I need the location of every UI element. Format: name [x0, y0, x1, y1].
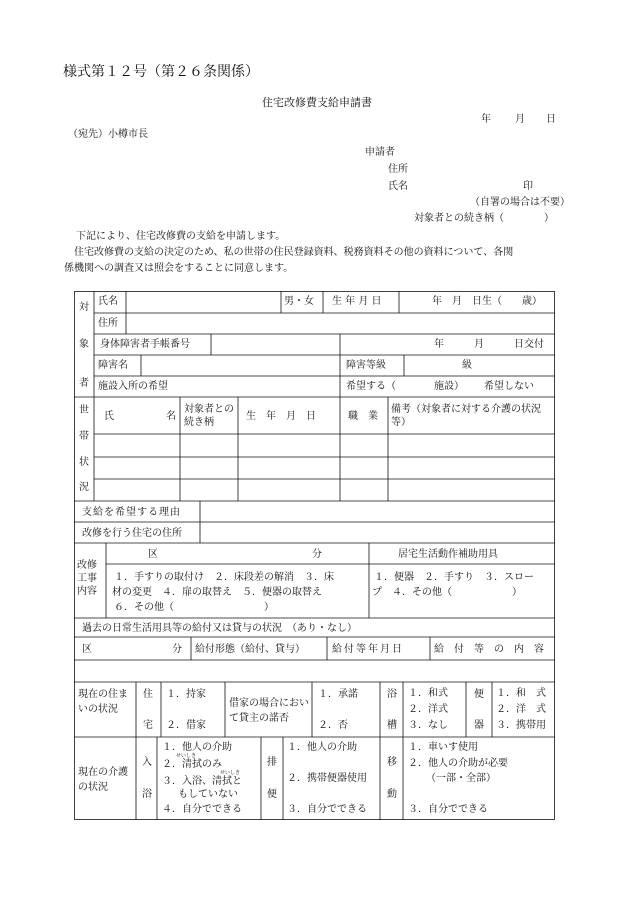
- relation-field[interactable]: 対象者との続き柄（ ）: [414, 213, 554, 224]
- target-char-2: 象: [79, 339, 89, 350]
- birth-label: 生 年 月 日: [332, 296, 382, 307]
- moving-opt-2b[interactable]: （一部・全部）: [426, 773, 496, 784]
- col-name-a: 氏: [104, 411, 114, 422]
- excretion-opt-3[interactable]: ３．自分でできる: [287, 804, 367, 815]
- aid-items-line-1[interactable]: １．便器 ２．手すり ３．スロー: [374, 572, 534, 583]
- house-opt-1[interactable]: １．持家: [166, 689, 206, 700]
- bathing-opt-3b[interactable]: もしていない: [178, 789, 238, 800]
- consent-opt-2[interactable]: ２．否: [318, 720, 348, 731]
- house-char-2: 宅: [143, 720, 153, 731]
- form-number: 様式第１２号（第２６条関係）: [63, 64, 259, 80]
- house-char-1: 住: [143, 689, 153, 700]
- living-label: 現在の住まいの状況: [78, 689, 128, 715]
- bath-char-2: 槽: [387, 720, 397, 731]
- household-char-4: 況: [79, 482, 89, 493]
- target-char-1: 対: [79, 302, 89, 313]
- sex-choice[interactable]: 男・女: [284, 296, 314, 307]
- excretion-opt-1[interactable]: １．他人の介助: [287, 742, 357, 753]
- disability-label: 障害名: [98, 360, 128, 371]
- bath-char-1: 浴: [387, 689, 397, 700]
- bath-opt-1[interactable]: １．和式: [408, 688, 448, 699]
- lender-label: 借家の場合において貸主の諾否: [229, 698, 309, 724]
- handbook-issued[interactable]: 年 月 日交付: [434, 339, 544, 350]
- col-name-b: 名: [166, 411, 176, 422]
- consent-text-1: 住宅改修費の支給の決定のため、私の世帯の住民登録資料、税務資料その他の資料について、各関: [74, 247, 514, 258]
- addressee: （宛先）小樽市長: [68, 129, 148, 140]
- date-day[interactable]: 日: [546, 114, 556, 125]
- past-col-date: 給付等年月日: [332, 644, 404, 655]
- bathing-opt-4[interactable]: ４．自分でできる: [162, 804, 242, 815]
- grade-label: 障害等級: [346, 360, 386, 371]
- work-kubun-a: 区: [148, 549, 158, 560]
- facility-label: 施設入所の希望: [98, 381, 168, 392]
- bathing-opt-3a[interactable]: ３．入浴、清拭と: [162, 776, 242, 787]
- consent-text-2: 係機関への調査又は照会をすることに同意します。: [64, 263, 294, 274]
- excretion-char-2: 便: [267, 789, 277, 800]
- application-form-table: [74, 291, 555, 820]
- bath-opt-3[interactable]: ３．なし: [408, 720, 448, 731]
- work-label: 改修工事内容: [77, 560, 97, 597]
- household-char-2: 帯: [79, 431, 89, 442]
- excretion-char-1: 排: [267, 757, 277, 768]
- renovation-address-label: 改修を行う住宅の住所: [82, 528, 182, 539]
- bathing-char-1: 入: [142, 757, 152, 768]
- past-col-kubun-b: 分: [172, 644, 182, 655]
- toilet-char-1: 便: [474, 689, 484, 700]
- toilet-char-2: 器: [474, 720, 484, 731]
- work-items-line-1[interactable]: １．手すりの取付け ２．床段差の解消 ３．床: [114, 572, 334, 583]
- col-job: 職 業: [348, 411, 378, 422]
- past-col-content: 給 付 等 の 内 容: [434, 644, 544, 655]
- consent-opt-1[interactable]: １．承諾: [318, 689, 358, 700]
- care-label: 現在の介護の状況: [78, 767, 128, 793]
- date-year[interactable]: 年: [481, 114, 491, 125]
- bathing-opt-1[interactable]: １．他人の介助: [162, 742, 232, 753]
- aid-items-line-2[interactable]: プ ４．その他（ ）: [372, 587, 522, 598]
- grade-value[interactable]: 級: [462, 360, 472, 371]
- past-col-form: 給付形態（給付、貸与）: [195, 644, 305, 655]
- toilet-opt-1[interactable]: １．和 式: [496, 688, 546, 699]
- birth-value[interactable]: 年 月 日生（ 歳）: [432, 296, 542, 307]
- excretion-opt-2[interactable]: ２．携帯便器使用: [287, 773, 367, 784]
- work-items-line-2[interactable]: 材の変更 ４．扉の取替え ５．便器の取替え: [112, 587, 322, 598]
- signature-note: （自署の場合は不要）: [470, 197, 570, 208]
- facility-hope-facility[interactable]: 施設）: [434, 381, 464, 392]
- col-birth: 生 年 月 日: [246, 411, 316, 422]
- seal-mark: 印: [523, 181, 533, 192]
- ruby-seishiki-2: せいしき: [220, 770, 241, 776]
- facility-hope[interactable]: 希望する（: [346, 381, 396, 392]
- handbook-label: 身体障害者手帳番号: [100, 339, 190, 350]
- applicant-address-label[interactable]: 住所: [388, 164, 408, 175]
- ruby-seishiki-1: せいしき: [176, 753, 197, 759]
- moving-char-2: 動: [387, 789, 397, 800]
- past-col-kubun-a: 区: [82, 644, 92, 655]
- bath-opt-2[interactable]: ２．洋式: [408, 704, 448, 715]
- moving-opt-2[interactable]: ２．他人の介助が必要: [408, 758, 508, 769]
- house-opt-2[interactable]: ２．借家: [166, 720, 206, 731]
- target-name-label: 氏名: [98, 296, 118, 307]
- household-char-1: 世: [79, 405, 89, 416]
- applicant-label: 申請者: [365, 147, 395, 158]
- toilet-opt-2[interactable]: ２．洋 式: [496, 704, 546, 715]
- target-char-3: 者: [79, 378, 89, 389]
- page-title: 住宅改修費支給申請書: [262, 96, 372, 109]
- work-kubun-b: 分: [312, 549, 322, 560]
- toilet-opt-3[interactable]: ３．携帯用: [496, 720, 546, 731]
- col-notes: 備考（対象者に対する介護の状況等）: [391, 404, 541, 428]
- moving-opt-3[interactable]: ３．自分でできる: [408, 804, 488, 815]
- work-items-line-3[interactable]: ６．その他（ ）: [114, 602, 274, 613]
- moving-opt-1[interactable]: １．車いす使用: [408, 742, 478, 753]
- bathing-opt-2[interactable]: ２．清拭のみ: [162, 759, 222, 770]
- moving-char-1: 移: [387, 757, 397, 768]
- past-title[interactable]: 過去の日常生活用具等の給付又は貸与の状況 （あり・なし）: [82, 623, 357, 634]
- applicant-name-label[interactable]: 氏名: [388, 181, 408, 192]
- household-char-3: 状: [79, 457, 89, 468]
- reason-label: 支給を希望する理由: [82, 507, 181, 518]
- col-relation: 対象者との続き柄: [184, 404, 234, 428]
- facility-hope-not[interactable]: 希望しない: [484, 381, 534, 392]
- target-address-label: 住所: [98, 318, 118, 329]
- request-text: 下記により、住宅改修費の支給を申請します。: [76, 231, 286, 242]
- date-month[interactable]: 月: [515, 114, 525, 125]
- bathing-char-2: 浴: [142, 789, 152, 800]
- aid-header: 居宅生活動作補助用具: [398, 549, 498, 560]
